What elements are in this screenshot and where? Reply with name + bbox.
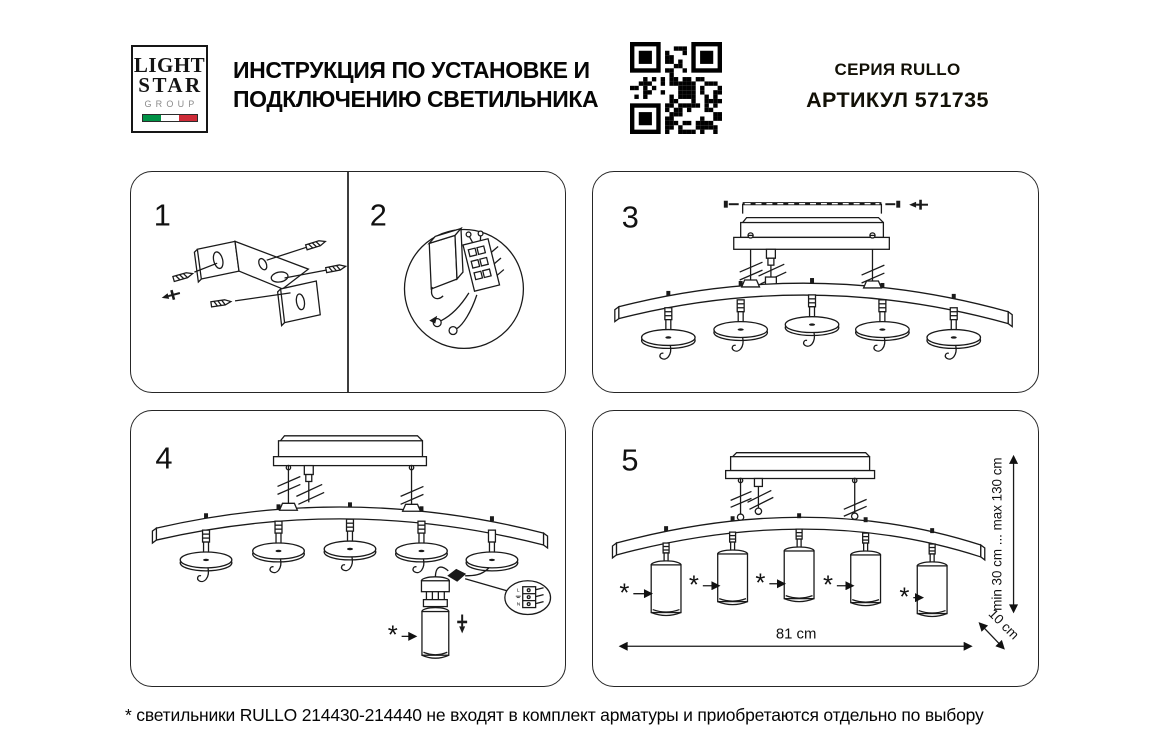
asterisk-marker: *	[387, 621, 398, 650]
svg-text:*: *	[822, 571, 833, 600]
panel-step-5	[592, 410, 1039, 687]
page-title	[233, 56, 598, 114]
title-line-1: ИНСТРУКЦИЯ ПО УСТАНОВКЕ И	[233, 57, 590, 83]
diagram-step-3	[593, 172, 1038, 392]
height-dimension-label: min 30 cm ... max 130 cm	[989, 457, 1005, 611]
wire-label-n: N	[516, 602, 521, 608]
step-3-number: 3	[621, 199, 639, 235]
lightstar-logo	[131, 45, 208, 133]
wire-label-l: L	[516, 588, 520, 594]
diagram-steps-1-2	[131, 172, 565, 392]
step-4-number: 4	[155, 440, 173, 476]
connector-plug	[447, 569, 466, 582]
ceiling-bracket-drawing	[724, 200, 928, 214]
screw-icon	[909, 200, 928, 210]
article-label: АРТИКУЛ 571735	[806, 88, 989, 112]
diagram-step-5	[593, 411, 1038, 686]
suspension-rods-drawing	[278, 466, 424, 506]
svg-text:*: *	[899, 583, 910, 612]
canopy-drawing	[726, 453, 875, 483]
qr-code-icon	[630, 42, 722, 134]
width-dimension-label: 81 cm	[775, 626, 817, 643]
title-line-2: ПОДКЛЮЧЕНИЮ СВЕТИЛЬНИКА	[233, 86, 599, 112]
logo-word-star: STAR	[138, 73, 203, 97]
series-label: СЕРИЯ RULLO	[834, 60, 961, 79]
lamp-connection-drawing	[435, 567, 550, 614]
mounting-bracket-drawing	[160, 239, 346, 326]
dimension-annotations	[620, 457, 1022, 649]
lamp-body-drawing	[421, 577, 449, 658]
step-1-number: 1	[153, 197, 171, 233]
panel-step-4	[130, 410, 566, 687]
step-5-number: 5	[621, 442, 639, 478]
terminal-detail-balloon	[505, 581, 551, 615]
diagram-step-4	[131, 411, 565, 686]
svg-text:*: *	[755, 569, 766, 598]
step-2-number: 2	[369, 197, 387, 233]
canopy-drawing	[274, 436, 427, 470]
logo-word-group: GROUP	[144, 98, 199, 109]
svg-text:*: *	[688, 571, 699, 600]
italian-flag-icon	[142, 114, 198, 122]
canopy-drawing	[734, 218, 890, 250]
panel-steps-1-2	[130, 171, 566, 393]
panel-step-3	[592, 171, 1039, 393]
depth-dimension-label: 10 cm	[985, 606, 1023, 643]
screw-icon	[160, 288, 181, 302]
screw-icon	[457, 615, 467, 634]
wiring-detail-drawing	[404, 226, 523, 348]
product-info	[790, 60, 1005, 113]
logo-word-light: LIGHT	[133, 53, 206, 78]
footnote: * светильники RULLO 214430-214440 не входят в комплект арматуры и приобретаются отдельно по выбору	[125, 705, 984, 725]
svg-text:*: *	[619, 579, 630, 608]
